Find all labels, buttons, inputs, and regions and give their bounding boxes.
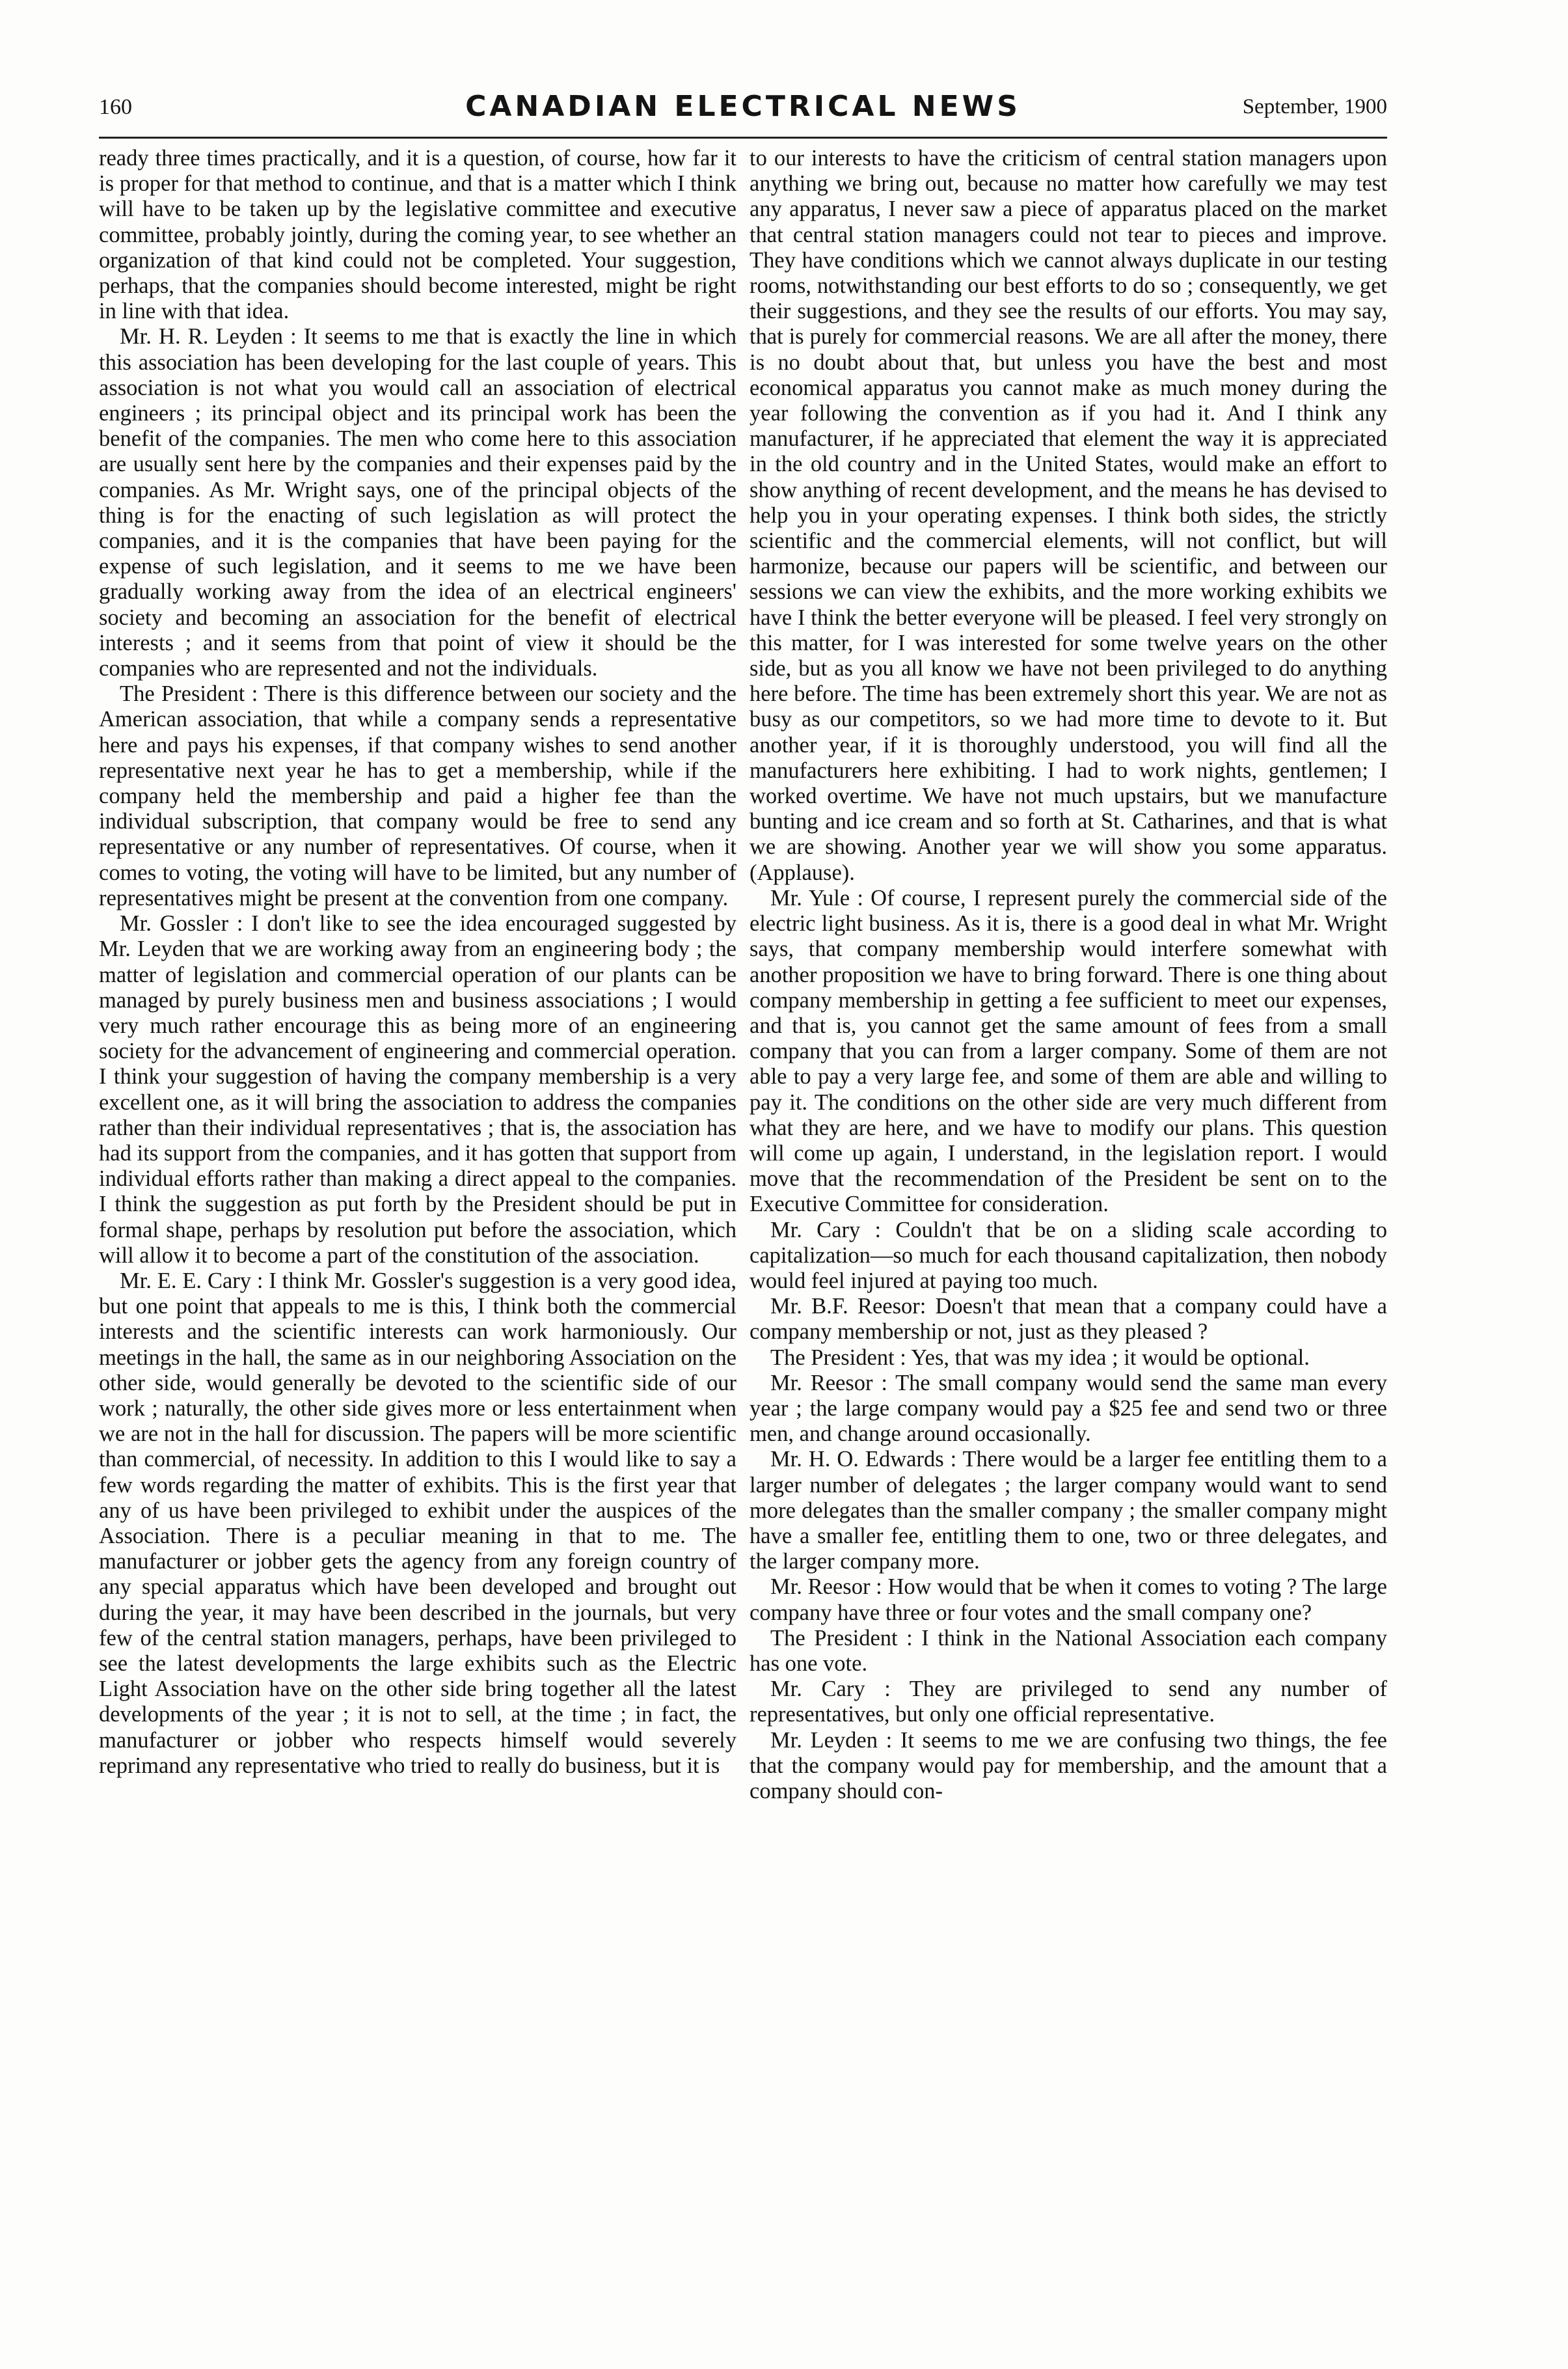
page-header [99,90,1387,135]
page-number: 160 [99,95,132,119]
paragraph: Mr. Leyden : It seems to me we are confusing two things, the fee that the company would pay for membership, and the amount that a company should con- [750,1727,1387,1803]
issue-date: September, 1900 [1242,95,1387,118]
paragraph: Mr. Gossler : I don't like to see the idea encouraged suggested by Mr. Leyden that we are working away from an engineering body ; the matter of legislation and commercial operation of our plants can be managed by purely business men and business associations ; I would very much rather encourage this as being more of an engineering society for the advancement of engineering and commercial operation. I think your suggestion of having the company membership is a very excellent one, as it will bring the association to address the companies rather than their individual representatives ; that is, the association has had its support from the companies, and it has gotten that support from individual efforts rather than making a direct appeal to the companies. I think the suggestion as put forth by the President should be put in formal shape, perhaps by resolution put before the association, which will allow it to become a part of the constitution of the association. [99,911,737,1268]
paragraph: The President : I think in the National Association each company has one vote. [750,1625,1387,1676]
paragraph: Mr. Yule : Of course, I represent purely the commercial side of the electric light business. As it is, there is a good deal in what Mr. Wright says, that company membership would interfere somewhat with another proposition we have to bring forward. There is one thing about company membership in getting a fee sufficient to meet our expenses, and that is, you cannot get the same amount of fees from a small company that you can from a larger company. Some of them are not able to pay a very large fee, and some of them are able and willing to pay it. The conditions on the other side are very much different from what they are here, and we have to modify our plans. This question will come up again, I understand, in the legislation report. I would move that the recommendation of the President be sent on to the Executive Committee for consideration. [750,885,1387,1217]
paragraph: Mr. Reesor : The small company would send the same man every year ; the large company would pay a $25 fee and send two or three men, and change around occasionally. [750,1370,1387,1447]
paragraph: The President : Yes, that was my idea ; it would be optional. [770,1345,1310,1370]
left-column [99,146,737,2333]
paragraph: Mr. Cary : They are privileged to send any number of representatives, but only one official representative. [750,1677,1387,1727]
paragraph: ready three times practically, and it is a question, of course, how far it is proper for that method to continue, and that is a matter which I think will have to be taken up by the legislative committee and executive committee, probably jointly, during the coming year, to see whether an organization of that kind could not be completed. Your suggestion, perhaps, that the companies should become interested, might be right in line with that idea. [99,146,737,324]
paragraph: Mr. E. E. Cary : I think Mr. Gossler's suggestion is a very good idea, but one point that appeals to me is this, I think both the commercial interests and the scientific interests can work harmoniously. Our meetings in the hall, the same as in our neighboring Association on the other side, would generally be devoted to the scientific side of our work ; naturally, the other side gives more or less entertainment when we are not in the hall for discussion. The papers will be more scientific than commercial, of necessity. In addition to this I would like to say a few words regarding the matter of exhibits. This is the first year that any of us have been privileged to exhibit under the auspices of the Association. There is a peculiar meaning in that to me. The manufacturer or jobber gets the agency from any foreign country of any special apparatus which have been developed and brought out during the year, it may have been described in the journals, but very few of the central station managers, perhaps, have been privileged to see the latest developments the large exhibits such as the Electric Light Association have on the other side bring together all the latest developments of the year ; it is not to sell, at the time ; in fact, the manufacturer or jobber who respects himself would severely reprimand any representative who tried to really do business, but it is [99,1268,737,1778]
paragraph: Mr. Reesor : How would that be when it comes to voting ? The large company have three or four votes and the small company one? [750,1574,1387,1625]
paragraph: Mr. B.F. Reesor: Doesn't that mean that a company could have a company membership or not, just as they pleased ? [750,1294,1387,1345]
paragraph: Mr. Cary : Couldn't that be on a sliding scale according to capitalization—so much for each thousand capitalization, then nobody would feel injured at paying too much. [750,1217,1387,1293]
right-column [750,146,1387,2333]
header-rule [99,137,1387,139]
paragraph: The President : There is this difference between our society and the American association, that while a company sends a representative here and pays his expenses, if that company wishes to send another representative next year he has to get a membership, while if the company held the membership and paid a higher fee than the individual subscription, that company would be free to send any representative or any number of representatives. Of course, when it comes to voting, the voting will have to be limited, but any number of representatives might be present at the convention from one company. [99,681,737,911]
paragraph: Mr. H. O. Edwards : There would be a larger fee entitling them to a larger number of delegates ; the larger company would want to send more delegates than the smaller company ; the smaller company might have a smaller fee, entitling them to one, two or three delegates, and the larger company more. [750,1447,1387,1574]
journal-title: CANADIAN ELECTRICAL NEWS [465,90,1021,123]
paragraph: Mr. H. R. Leyden : It seems to me that is exactly the line in which this association has been developing for the last couple of years. This association is not what you would call an association of electrical engineers ; its principal object and its principal work has been the benefit of the companies. The men who come here to this association are usually sent here by the companies and their expenses paid by the companies. As Mr. Wright says, one of the principal objects of the thing is for the enacting of such legislation as will protect the companies, and it is the companies that have been paying for the expense of such legislation, and it seems to me we have been gradually working away from the idea of an electrical engineers' society and becoming an association for the benefit of electrical interests ; and it seems from that point of view it should be the companies who are represented and not the individuals. [99,324,737,681]
paragraph: to our interests to have the criticism of central station managers upon anything we bring out, because no matter how carefully we may test any apparatus, I never saw a piece of apparatus placed on the market that central station managers could not tear to pieces and improve. They have conditions which we cannot always duplicate in our testing rooms, notwithstanding our best efforts to do so ; consequently, we get their suggestions, and they see the results of our efforts. You may say, that is purely for commercial reasons. We are all after the money, there is no doubt about that, but unless you have the best and most economical apparatus you cannot make as much money during the year following the convention as if you had it. And I think any manufacturer, if he appreciated that element the way it is appreciated in the old country and in the United States, would make an effort to show anything of recent development, and the means he has devised to help you in your operating expenses. I think both sides, the strictly scientific and the commercial elements, will not conflict, but will harmonize, because our papers will be scientific, and between our sessions we can view the exhibits, and the more working exhibits we have I think the better everyone will be pleased. I feel very strongly on this matter, for I was interested for some twelve years on the other side, but as you all know we have not been privileged to do anything here before. The time has been extremely short this year. We are not as busy as our competitors, so we had more time to devote to it. But another year, if it is thoroughly understood, you will find all the manufacturers here exhibiting. I had to work nights, gentlemen; I worked overtime. We have not much upstairs, but we manufacture bunting and ice cream and so forth at St. Catharines, and that is what we are showing. Another year we will show you some apparatus. (Applause). [750,146,1387,885]
